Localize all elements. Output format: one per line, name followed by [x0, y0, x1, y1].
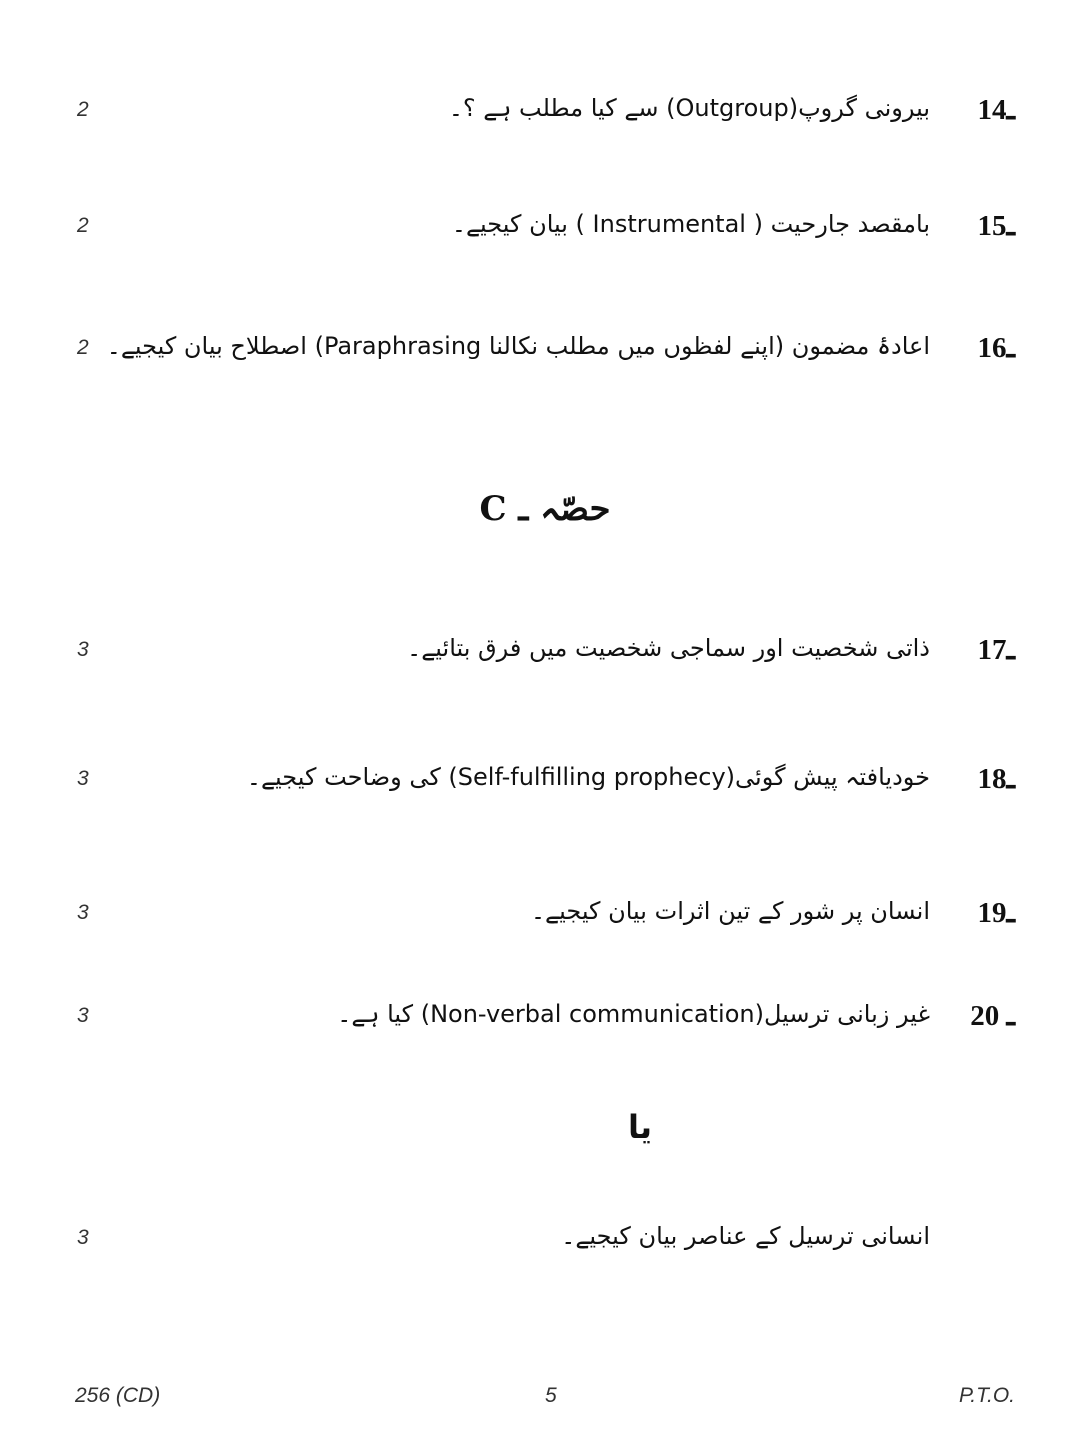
marks-14: 2: [77, 98, 89, 121]
marks-19: 3: [77, 901, 89, 924]
question-14-text: بیرونی گروپ(Outgroup) سے کیا مطلب ہے ؟۔: [448, 94, 930, 122]
marks-18: 3: [77, 767, 89, 790]
marks-15: 2: [77, 214, 89, 237]
question-19-text: انسان پر شور کے تین اثرات بیان کیجیے۔: [530, 897, 930, 925]
page-number: 5: [545, 1384, 557, 1407]
please-turn-over: P.T.O.: [958, 1384, 1015, 1407]
question-19-number: 19ـ: [977, 897, 1015, 929]
question-17-number: 17ـ: [977, 634, 1015, 666]
question-18-text: خودیافتہ پیش گوئی(Self-fulfilling prophecy) کی وضاحت کیجیے۔: [246, 763, 930, 791]
question-16-text: اعادۂ مضمون (اپنے لفظوں میں مطلب نکالنا Paraphrasing) اصطلاح بیان کیجیے۔: [106, 332, 930, 360]
or-separator: یا: [627, 1108, 653, 1146]
question-20-text: غیر زبانی ترسیل(Non-verbal communication) کیا ہے۔: [337, 1000, 930, 1028]
marks-20-alternative: 3: [77, 1226, 89, 1249]
section-c-heading: حصّہ ـ C: [479, 489, 611, 529]
question-15-text: بامقصد جارحیت ( Instrumental ) بیان کیجیے۔: [451, 210, 930, 238]
question-15-number: 15ـ: [977, 210, 1015, 242]
question-16-number: 16ـ: [977, 332, 1015, 364]
marks-20: 3: [77, 1004, 89, 1027]
marks-16: 2: [77, 336, 89, 359]
question-20-alternative-text: انسانی ترسیل کے عناصر بیان کیجیے۔: [561, 1222, 930, 1250]
question-18-number: 18ـ: [977, 763, 1015, 795]
question-14-number: 14ـ: [977, 94, 1015, 126]
question-17-text: ذاتی شخصیت اور سماجی شخصیت میں فرق بتائیے۔: [407, 634, 930, 662]
paper-code: 256 (CD): [75, 1384, 161, 1407]
marks-17: 3: [77, 638, 89, 661]
question-20-number: 20 ـ: [970, 1000, 1015, 1032]
